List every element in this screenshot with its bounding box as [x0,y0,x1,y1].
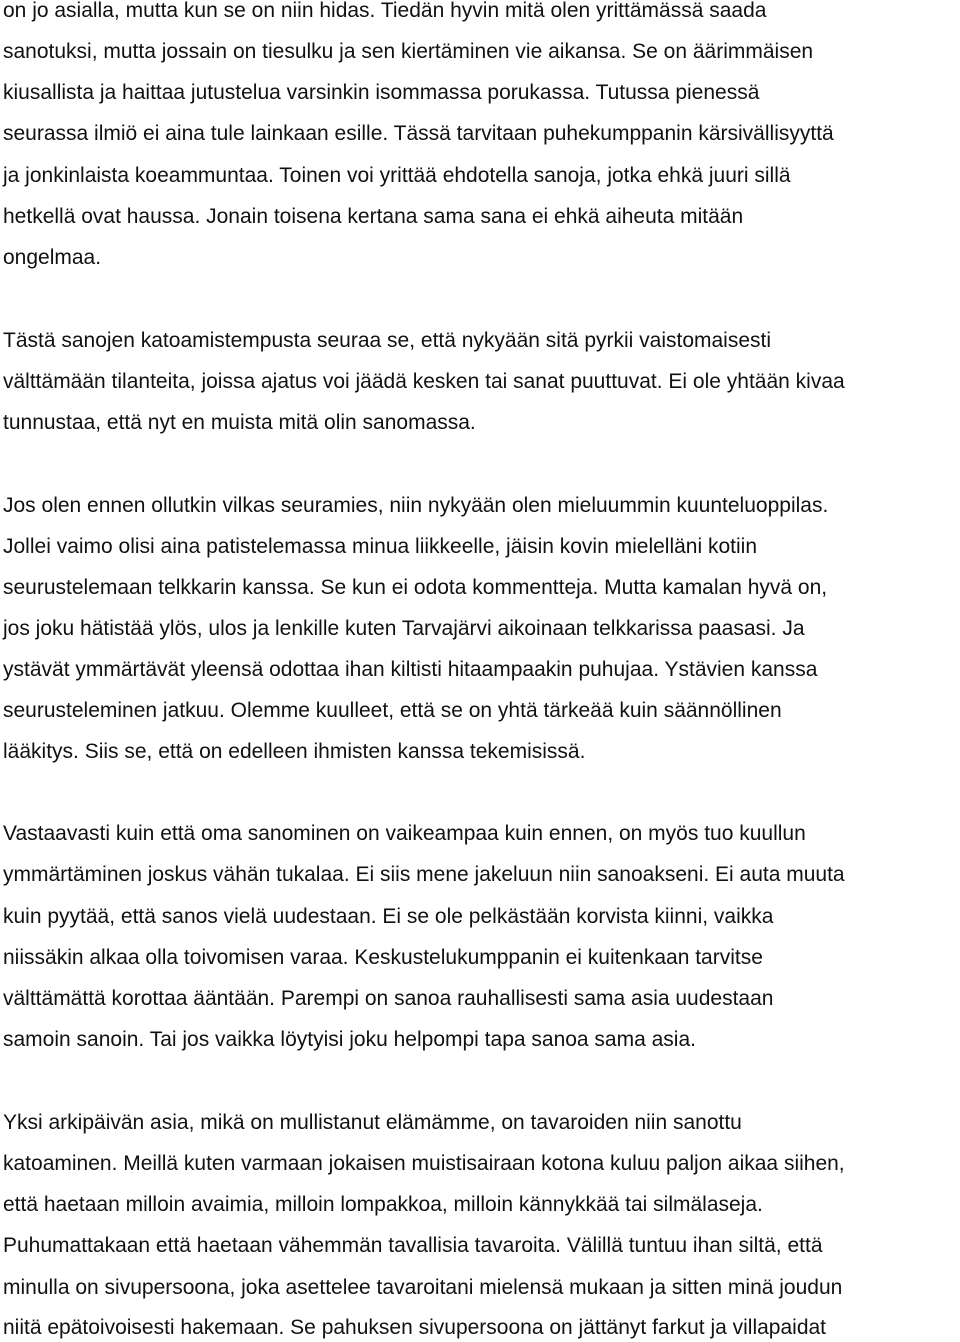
text-line: Yksi arkipäivän asia, mikä on mullistanut elämämme, on tavaroiden niin sanottu [3,1111,742,1134]
text-line: jos joku hätistää ylös, ulos ja lenkille kuten Tarvajärvi aikoinaan telkkarissa paasasi. Ja [3,617,805,640]
text-line: tunnustaa, että nyt en muista mitä olin sanomassa. [3,411,476,434]
text-line: sanotuksi, mutta jossain on tiesulku ja sen kiertäminen vie aikansa. Se on äärimmäisen [3,40,814,63]
text-line: on jo asialla, mutta kun se on niin hidas. Tiedän hyvin mitä olen yrittämässä saada [3,0,767,22]
text-line: että haetaan milloin avaimia, milloin lompakkoa, milloin kännykkää tai silmälaseja. [3,1193,763,1216]
text-line: samoin sanoin. Tai jos vaikka löytyisi joku helpompi tapa sanoa sama asia. [3,1028,696,1051]
text-line: ystävät ymmärtävät yleensä odottaa ihan kiltisti hitaampaakin puhujaa. Ystävien kanssa [3,658,818,681]
text-line: välttämään tilanteita, joissa ajatus voi jäädä kesken tai sanat puuttuvat. Ei ole yhtään kivaa [3,370,845,393]
text-line: Jollei vaimo olisi aina patistelemassa minua liikkeelle, jäisin kovin mielelläni kotiin [3,535,758,558]
text-line: katoaminen. Meillä kuten varmaan jokaisen muistisairaan kotona kuluu paljon aikaa siihen, [3,1152,845,1175]
text-line: ongelmaa. [3,246,102,269]
text-line: minulla on sivupersoona, joka asettelee tavaroitani mielensä mukaan ja sitten minä joudun [3,1276,843,1299]
text-line: seurusteleminen jatkuu. Olemme kuulleet, että se on yhtä tärkeää kuin säännöllinen [3,699,782,722]
text-line: niitä epätoivoisesti hakemaan. Se pahuksen sivupersoona on jättänyt farkut ja villapaidat [3,1316,827,1339]
text-line: ja jonkinlaista koeammuntaa. Toinen voi yrittää ehdotella sanoja, jotka ehkä juuri sillä [3,164,791,187]
text-line: kiusallista ja haittaa jutustelua varsinkin isommassa porukassa. Tutussa pienessä [3,81,760,104]
text-line: lääkitys. Siis se, että on edelleen ihmisten kanssa tekemisissä. [3,740,586,763]
text-line: välttämättä korottaa ääntään. Parempi on sanoa rauhallisesti sama asia uudestaan [3,987,774,1010]
text-line: niissäkin alkaa olla toivomisen varaa. Keskustelukumppanin ei kuitenkaan tarvitse [3,946,763,969]
text-line: kuin pyytää, että sanos vielä uudestaan. Ei se ole pelkästään korvista kiinni, vaikka [3,905,774,928]
text-line: hetkellä ovat haussa. Jonain toisena kertana sama sana ei ehkä aiheuta mitään [3,205,744,228]
text-line: ymmärtäminen joskus vähän tukalaa. Ei siis mene jakeluun niin sanoakseni. Ei auta muuta [3,863,845,886]
text-line: Vastaavasti kuin että oma sanominen on vaikeampaa kuin ennen, on myös tuo kuullun [3,822,806,845]
text-line: Tästä sanojen katoamistempusta seuraa se, että nykyään sitä pyrkii vaistomaisesti [3,329,772,352]
text-line: Puhumattakaan että haetaan vähemmän tavallisia tavaroita. Välillä tuntuu ihan siltä, että [3,1234,823,1257]
text-line: seurustelemaan telkkarin kanssa. Se kun ei odota kommentteja. Mutta kamalan hyvä on, [3,576,828,599]
text-line: Jos olen ennen ollutkin vilkas seuramies, niin nykyään olen mieluummin kuunteluoppilas. [3,494,829,517]
text-line: seurassa ilmiö ei aina tule lainkaan esille. Tässä tarvitaan puhekumppanin kärsivällisyyttä [3,122,834,145]
